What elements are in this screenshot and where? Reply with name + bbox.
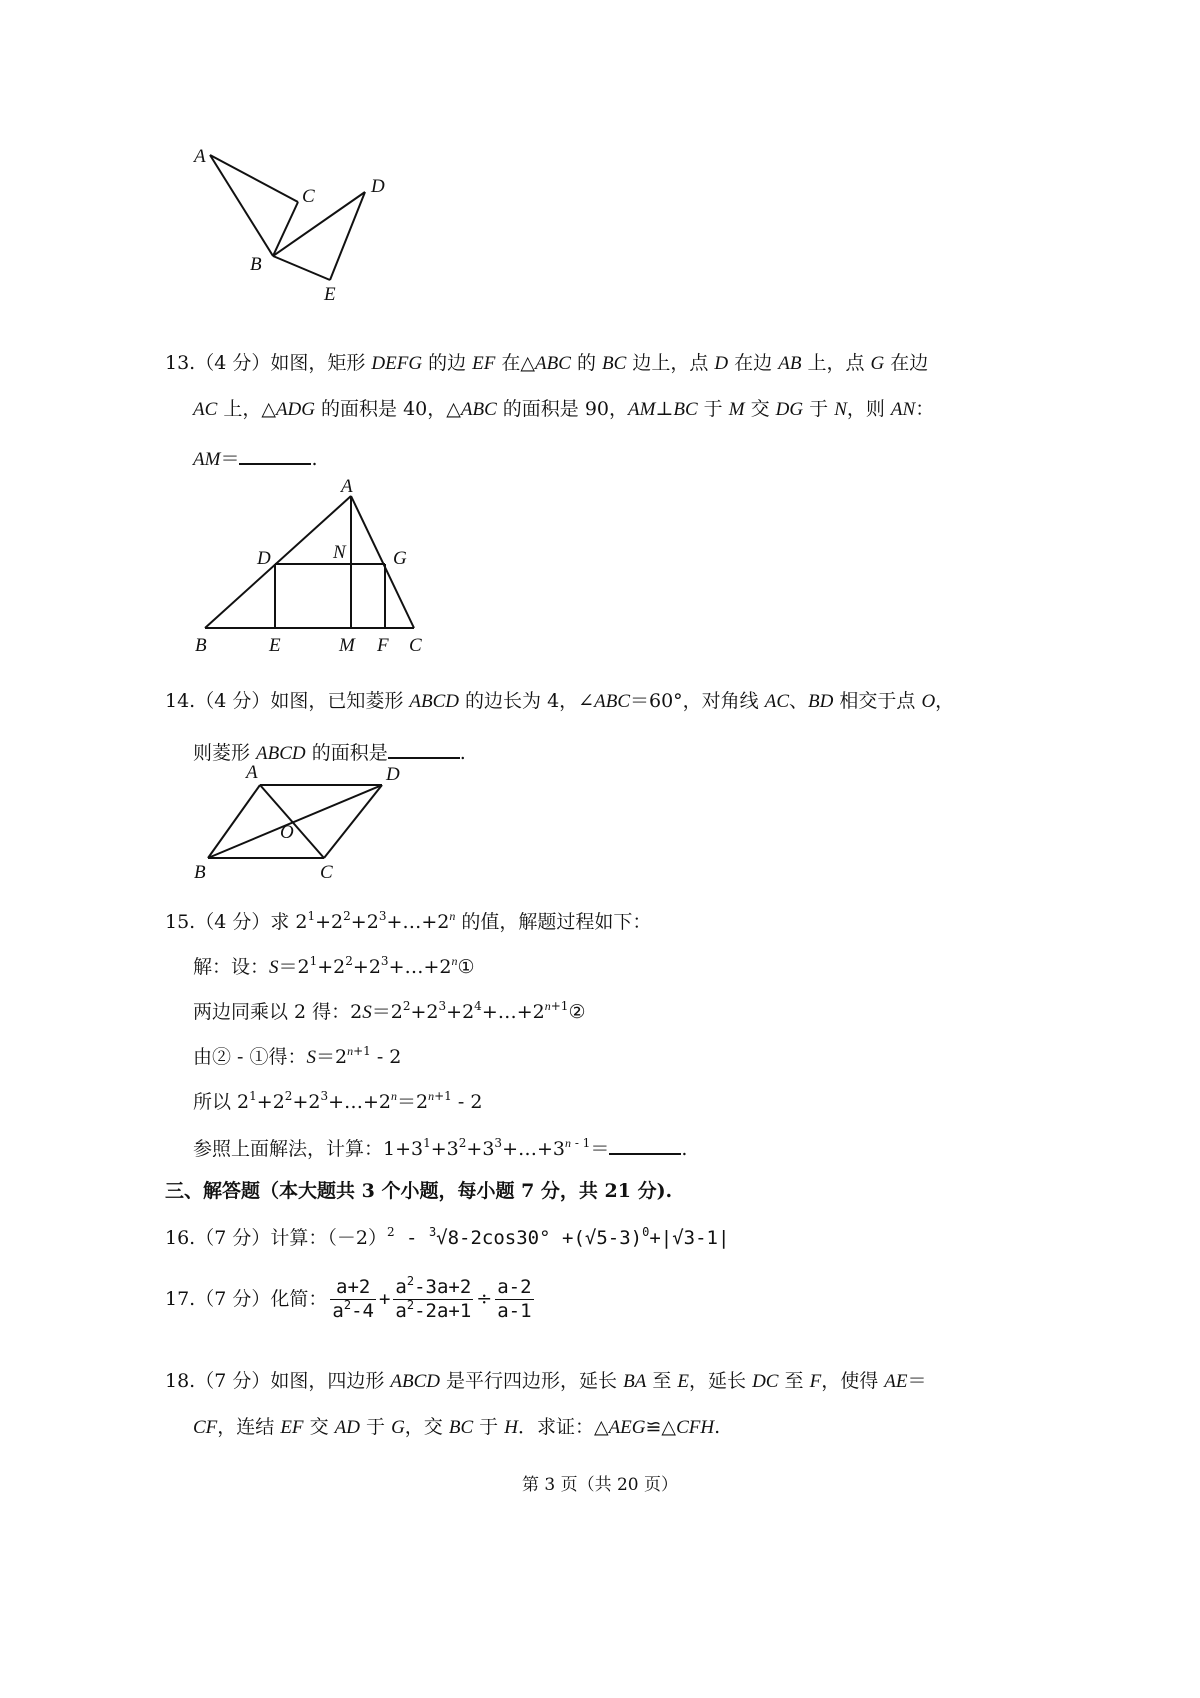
fig13-label-f: F bbox=[377, 635, 389, 656]
q14-line-1: 14.（4 分）如图，已知菱形 ABCD 的边长为 4，∠ABC＝60°，对角线 AC、BD 相交于点 O， bbox=[165, 690, 955, 712]
fig14-label-d: D bbox=[386, 764, 400, 785]
fig14-label-c: C bbox=[320, 862, 333, 883]
q13-line-2: AC 上，△ADG 的面积是 40，△ABC 的面积是 90，AM⊥BC 于 M 交 DG 于 N，则 AN： bbox=[193, 398, 935, 420]
fig12-label-e: E bbox=[324, 284, 336, 305]
figure-q13 bbox=[185, 478, 445, 678]
q17-fraction-3: $\frac{a-2}{a-1}$ bbox=[497, 1276, 532, 1322]
figure-q14 bbox=[188, 762, 428, 900]
fig13-label-g: G bbox=[393, 548, 407, 569]
fig13-label-n: N bbox=[333, 542, 346, 563]
fig12-label-c: C bbox=[302, 186, 315, 207]
figure-q12 bbox=[190, 140, 430, 330]
fig12-label-b: B bbox=[250, 254, 262, 275]
q17-fraction-1: $\frac{a+2}{a^2-4}$ bbox=[332, 1276, 374, 1322]
q15-answer-blank[interactable] bbox=[609, 1137, 681, 1155]
q13-score: （4 分） bbox=[195, 352, 271, 374]
page-footer: 第 3 页（共 20 页） bbox=[521, 1475, 679, 1495]
q15-line-5: 所以 $2^1+2^2+2^3+\dots+2^n=2^{n+1} - 2$ bbox=[193, 1089, 483, 1113]
q18-line-1: 18.（7 分）如图，四边形 ABCD 是平行四边形，延长 BA 至 E，延长 DC 至 F，使得 AE＝ bbox=[165, 1370, 927, 1392]
q15-line-4: 由② - ①得：$S=2^{n+1} - 2$ bbox=[193, 1044, 402, 1068]
fig13-label-m: M bbox=[339, 635, 355, 656]
q17-line: 17.（7 分）化简： $\frac{a+2}{a^2-4}$ + $\frac{a^2-3a+2}{a^2-2a+1}$ ÷ $\frac{a-2}{a-1}$ bbox=[165, 1274, 532, 1322]
q15-line-6: 参照上面解法，计算：$1+3^1+3^2+3^3+\dots+3^{n - 1}=$ . bbox=[193, 1136, 688, 1160]
q15-line-2: 解：设：$S=2^1+2^2+2^3+\dots+2^n①$ bbox=[193, 954, 475, 978]
q17-fraction-2: $\frac{a^2-3a+2}{a^2-2a+1}$ bbox=[395, 1274, 472, 1322]
fig13-label-c: C bbox=[409, 635, 422, 656]
fig13-label-d: D bbox=[257, 548, 271, 569]
q14-answer-blank[interactable] bbox=[388, 741, 460, 759]
fig13-label-b: B bbox=[195, 635, 207, 656]
q16-line: 16.（7 分）计算：$(-2)^2 - ^3√8-2\cos 30^\circ +(√5-3)^0+|√3-1|$ bbox=[165, 1225, 730, 1249]
fig14-label-o: O bbox=[280, 822, 294, 843]
q13-number: 13. bbox=[165, 352, 196, 374]
q13-answer-blank[interactable] bbox=[239, 447, 311, 465]
q18-line-2: CF，连结 EF 交 AD 于 G，交 BC 于 H．求证：△AEG≌△CFH. bbox=[193, 1416, 721, 1438]
fig13-label-e: E bbox=[269, 635, 281, 656]
fig14-label-b: B bbox=[194, 862, 206, 883]
fig13-label-a: A bbox=[341, 476, 353, 497]
fig12-label-a: A bbox=[194, 146, 206, 167]
q13-line-3: AM＝ . bbox=[193, 448, 318, 470]
q14-line-2: 则菱形 ABCD 的面积是 . bbox=[193, 742, 466, 764]
q13-line-1: 13.（4 分）如图，矩形 DEFG 的边 EF 在△ABC 的 BC 边上，点 D 在边 AB 上，点 G 在边 bbox=[165, 352, 929, 374]
q15-line-3: 两边同乘以 2 得：$2S=2^2+2^3+2^4+\dots+2^{n+1}②$ bbox=[193, 999, 586, 1023]
q15-line-1: 15.（4 分）求 $2^1+2^2+2^3+\dots+2^n$ 的值，解题过程如下： bbox=[165, 909, 652, 933]
section-3-heading: 三、解答题（本大题共 3 个小题，每小题 7 分，共 21 分). bbox=[165, 1180, 673, 1202]
fig12-label-d: D bbox=[371, 176, 385, 197]
fig14-label-a: A bbox=[246, 762, 258, 783]
